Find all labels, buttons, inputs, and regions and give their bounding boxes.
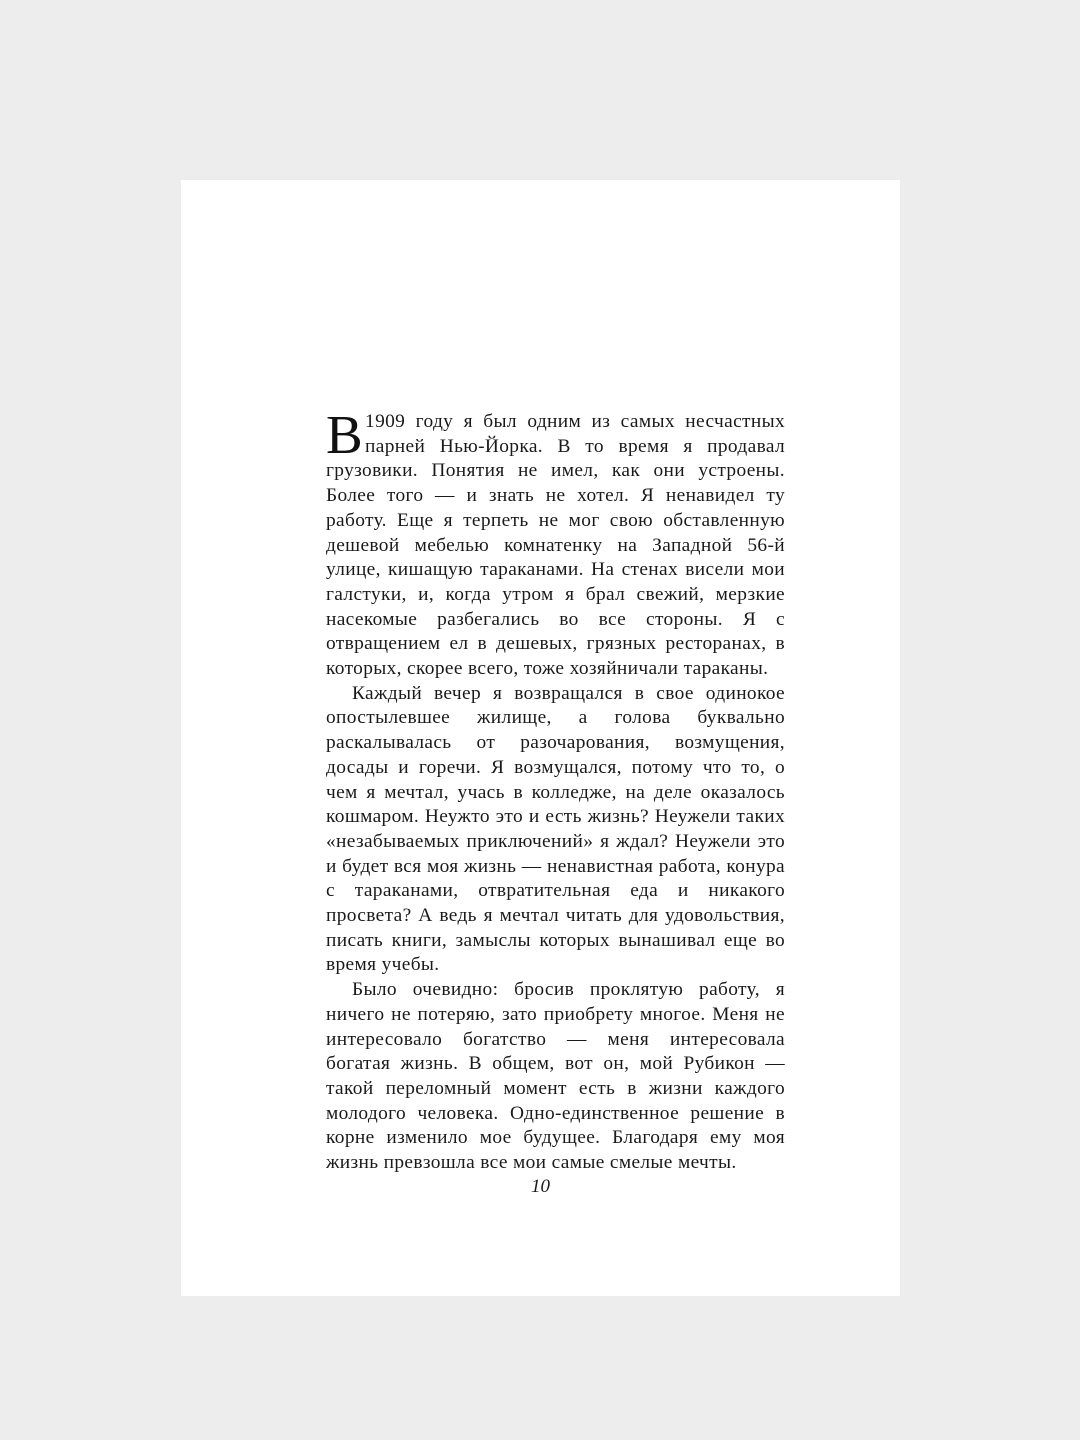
paragraph-3: Было очевидно: бросив проклятую работу, я ничего не потеряю, зато приобрету многое. Меня не интересовало богатство — меня интересовала богатая жизнь. В общем, вот он, мой Рубикон — такой переломный момент есть в жизни каждого молодого человека. Одно-единственное решение в корне изменило мое будущее. Благодаря ему моя жизнь превзошла все мои самые смелые мечты. <box>326 979 785 1174</box>
page-number: 10 <box>531 1176 550 1197</box>
paragraph-1 <box>326 404 785 682</box>
drop-cap: В <box>326 404 364 465</box>
book-page <box>181 180 900 1296</box>
paragraph-1-text: 1909 году я был одним из самых несчастных парней Нью-Йорка. В то время я продавал грузовики. Понятия не имел, как они устроены. Более того — и знать не хотел. Я ненавидел ту работу. Еще я терпеть не мог свою обставленную дешевой мебелью комнатенку на Западной 56-й улице, кишащую тараканами. На стенах висели мои галстуки, и, когда утром я брал свежий, мерзкие насекомые разбегались во все стороны. Я с отвращением ел в дешевых, грязных ресторанах, в которых, скорее всего, тоже хозяйничали тараканы. <box>326 411 785 680</box>
paragraph-2: Каждый вечер я возвращался в свое одинокое опостылевшее жилище, а голова буквально раскалывалась от разочарования, возмущения, досады и горечи. Я возмущался, потому что то, о чем я мечтал, учась в колледже, на деле оказалось кошмаром. Неужто это и есть жизнь? Неужели таких «незабываемых приключений» я ждал? Неужели это и будет вся моя жизнь — ненавистная работа, конура с тараканами, отвратительная еда и никакого просвета? А ведь я мечтал читать для удовольствия, писать книги, замыслы которых вынашивал еще во время учебы. <box>326 682 785 976</box>
body-text <box>326 404 785 1176</box>
